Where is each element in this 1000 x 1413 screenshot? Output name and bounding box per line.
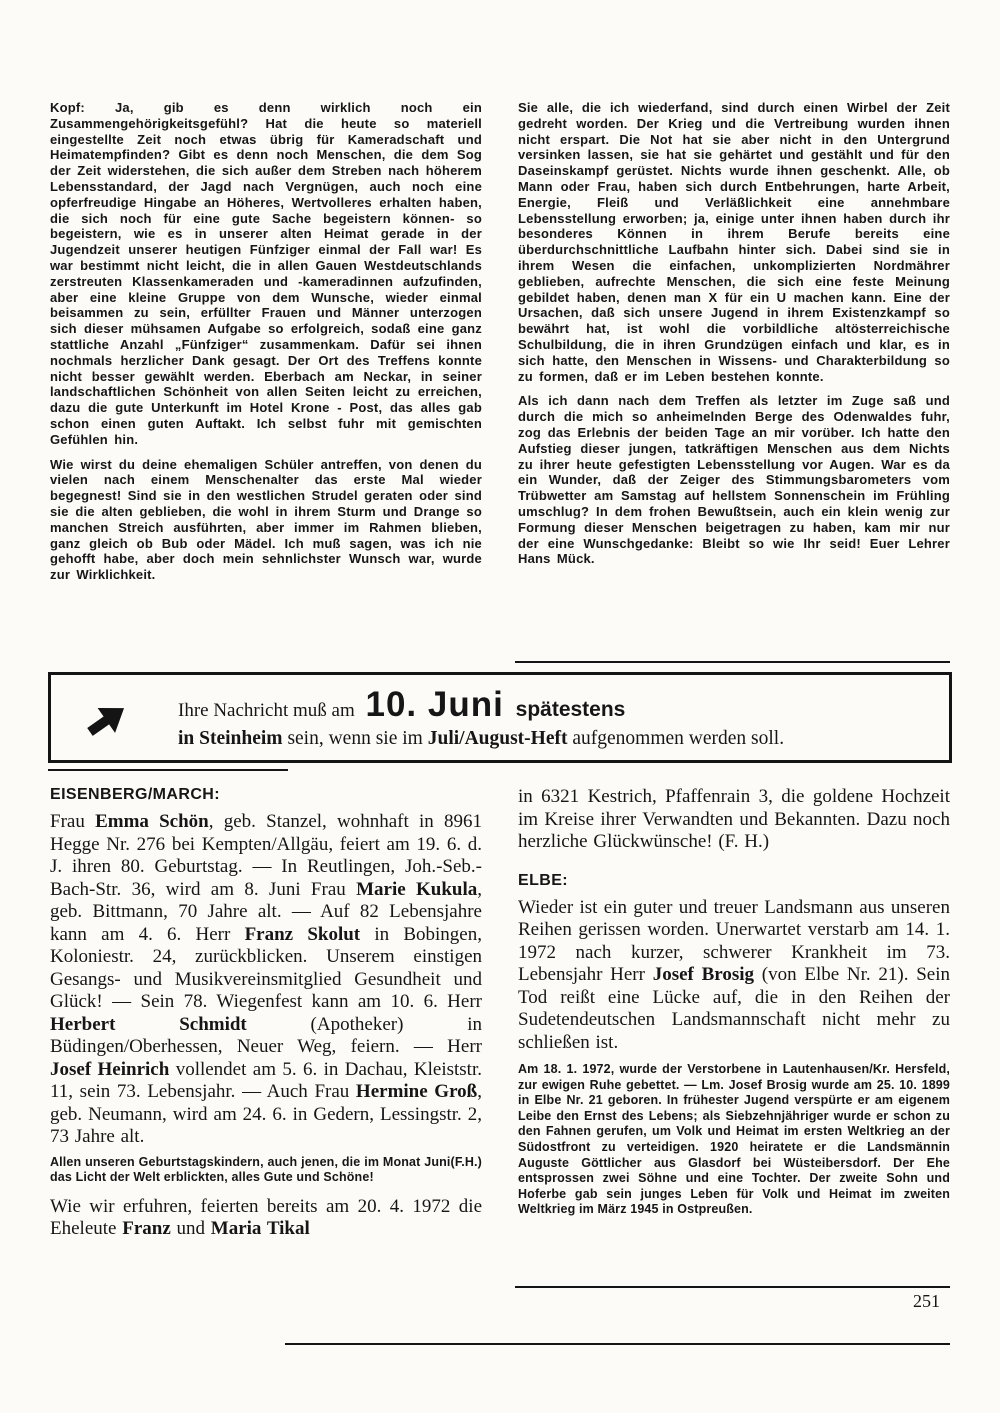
fine-print-signature: (F.H.) — [450, 1154, 482, 1169]
deadline-notice-box — [48, 672, 952, 763]
horizontal-rule — [515, 661, 950, 663]
elbe-fine-print: Am 18. 1. 1972, wurde der Verstorbene in Lautenhausen/Kr. Hersfeld, zur ewigen Ruhe gebettet. — Lm. Josef Brosig wurde am 25. 10. 1899 in Elbe Nr. 21 geboren. In frühester Jugend verspürte er am eigenem Leibe den Ernst des Lebens; als Siebzehnjähriger wurde er schon zu den Fahnen gerufen, um Volk und Heimat im ersten Weltkrieg an der Südostfront zu verteidigen. 1920 heiratete er die Landsmännin Auguste Göttlicher aus Glasdorf bei Wüsteibersdorf. Der Ehe entsprossen zwei Söhne und eine Tochter. Der zweite Sohn und Hoferbe gab sein junges Leben für Volk und Heimat im zweiten Weltkrieg im März 1945 in Ostpreußen. — [518, 1062, 950, 1217]
article-left-column — [50, 100, 482, 583]
deadline-line2: in Steinheim sein, wenn sie im Juli/August-Heft aufgenommen werden soll. — [178, 728, 785, 749]
deadline-line1-pre: Ihre Nachricht muß am — [178, 700, 360, 721]
elbe-paragraph: Wieder ist ein guter und treuer Landsmann aus unseren Reihen gerissen worden. Unerwartet verstarb am 14. 1. 1972 nach kurzer, schwerer Krankheit im 73. Lebensjahr Herr Josef Brosig (von Elbe Nr. 21). Sein Tod reißt eine Lücke auf, die in den Reihen der Sudetendeutschen Landsmannschaft nicht mehr zu schließen ist. — [518, 896, 950, 1053]
sections-right-column — [518, 786, 950, 1241]
section-heading-eisenberg: EISENBERG/MARCH: — [50, 786, 220, 803]
section-heading-elbe: ELBE: — [518, 871, 568, 889]
eisenberg-paragraph: Frau Emma Schön, geb. Stanzel, wohnhaft in 8961 Hegge Nr. 276 bei Kempten/Allgäu, feiert am 19. 6. d. J. ihren 80. Geburtstag. — In Reutlingen, Joh.-Seb.-Bach-Str. 36, wird am 8. Juni Frau Marie Kukula, geb. Bittmann, 70 Jahre alt. — Auf 82 Lebensjahre kann am 4. 6. Herr Franz Skolut in Bobingen, Koloniestr. 24, zurückblicken. Unserem einstigen Gesangs- und Musikvereinsmitglied Gesundheit und Glück! — Sein 78. Wiegenfest kann am 10. 6. Herr Herbert Schmidt (Apotheker) in Büdingen/Oberhessen, Neuer Weg, feiern. — Herr Josef Heinrich vollendet am 5. 6. in Dachau, Kleiststr. 11, sein 73. Lebensjahr. — Auch Frau Hermine Groß, geb. Neumann, wird am 24. 6. in Gedern, Lessingstr. 2, 73 Jahre alt. — [50, 811, 483, 1147]
horizontal-rule — [48, 769, 288, 771]
paragraph: Kopf: Ja, gib es denn wirklich noch ein Zusammengehörigkeitsgefühl? Hat die heute so materiell eingestellte Zeit noch etwas übrig für Kameradschaft und Heimatempfinden? Gibt es denn noch Menschen, die dem Sog der Zeit widerstehen, die sich außer dem Streben nach höherem Lebensstandard, der Jagd nach Vergnügen, auch noch eine opferfreudige Hingabe an Höheres, Wertvolleres erhalten haben, die sich noch für eine gute Sache begeistern können- so begeistern, wie es in unserer alten Heimat gerade in der Jugendzeit unserer heutigen Fünfziger einmal der Fall war! Es war bestimmt nicht leicht, die in allen Gauen Westdeutschlands zerstreuten Klassenkameraden und -kameradinnen aufzufinden, aber eine kleine Gruppe von dem Wunsche, wieder einmal beisammen zu sein, erfüllter Frauen und Männer unterzogen sich dieser mühsamen Aufgabe so erfolgreich, sodaß eine ganz stattliche Anzahl „Fünfziger“ zusammenkam. Dafür sei ihnen nochmals herzlicher Dank gesagt. Der Ort des Treffens konnte nicht besser gewählt werden. Eberbach am Neckar, in seiner landschaftlichen Schönheit von allen Seiten leicht zu erreichen, dazu die gute Unterkunft im Hotel Krone - Post, das alles gab schon einen guten Auftakt. Ich selbst fuhr mit gemischten Gefühlen hin. — [50, 100, 482, 447]
deadline-line1-post: spätestens — [509, 698, 626, 721]
sections-bottom — [50, 786, 950, 1241]
kestrich-paragraph: in 6321 Kestrich, Pfaffenrain 3, die goldene Hochzeit im Kreise ihrer Verwandten und Bekannten. Dazu noch herzliche Glückwünsche! (F. H.) — [518, 786, 950, 852]
eisenberg-fine-print — [50, 1155, 482, 1186]
paragraph: Als ich dann nach dem Treffen als letzter im Zuge saß und durch die mich so anheimelnden Berge des Odenwaldes fuhr, zog das Erlebnis der beiden Tage an mir vorüber. Ich hatte den Aufstieg dieser jungen, tatkräftigen Menschen aus dem Nichts zu ihrer heute gefestigten Lebensstellung vor Augen. War es da ein Wunder, daß der Zeiger des Stimmungsbarometers vom Trübwetter am Samstag auf hellstem Sonnenschein im Frühling umschlug? In dem frohen Bewußtsein, auch ein klein wenig zur Formung dieser Menschen beigetragen zu haben, kam mir nur der eine Wunschgedanke: Bleibt so wie Ihr seid! Euer Lehrer Hans Mück. — [518, 393, 950, 567]
deadline-arrow-icon — [83, 691, 131, 749]
deadline-date: 10. Juni — [365, 685, 504, 724]
article-right-column — [518, 100, 950, 583]
sections-left-column — [50, 786, 482, 1241]
paragraph: Sie alle, die ich wiederfand, sind durch einen Wirbel der Zeit gedreht worden. Der Krieg und die Vertreibung wurden ihnen nicht erspart. Die Not hat sie aber nicht in den Untergrund versinken lassen, sie hat sie gehärtet und gestählt und für den Daseinskampf gerüstet. Nichts wurde ihnen geschenkt. Alle, ob Mann oder Frau, haben sich durch Entbehrungen, harte Arbeit, Energie, Fleiß und Verläßlichkeit eine annehmbare Lebensstellung erworben; ja, einige unter ihnen haben durch ihr besonderes Können in ihrem Berufe bereits eine überdurchschnittliche Laufbahn hinter sich. Dabei sind sie in ihrem Wesen die einfachen, unkomplizierten Nordmährer geblieben, aufrechte Menschen, die sich eine feste Meinung gebildet haben, denen man X für ein U machen kann. Eine der Ursachen, daß sich unsere Jugend in ihrem Existenzkampf so bewährt hat, ist wohl die vorbildliche altösterreichische Schulbildung, die in ihren Grundzügen einfach und klar, es in sich hatte, den Menschen in Wissens- und Charakterbildung so zu formen, daß er im Leben bestehen konnte. — [518, 100, 950, 384]
horizontal-rule — [515, 1286, 950, 1288]
fine-print-text: Allen unseren Geburtstagskindern, auch jenen, die im Monat Juni das Licht der Welt erblickten, alles Gute und Schöne! — [50, 1154, 451, 1185]
paragraph: Wie wirst du deine ehemaligen Schüler antreffen, von denen du vielen nach einem Menschenalter das erste Mal wieder begegnest! Sind sie in den westlichen Strudel geraten oder sind sie die alten geblieben, die wohl in ihrem Sturm und Drange so manchen Streich ausführten, aber immer im Rahmen blieben, ganz gleich ob Bub oder Mädel. Ich muß sagen, was ich nie gehofft habe, aber doch mein sehnlichster Wunsch war, wurde zur Wirklichkeit. — [50, 456, 482, 583]
tikal-paragraph: Wie wir erfuhren, feierten bereits am 20. 4. 1972 die Eheleute Franz und Maria Tikal — [50, 1195, 482, 1240]
page-number: 251 — [913, 1291, 940, 1311]
article-top — [50, 100, 950, 583]
deadline-text — [178, 685, 784, 750]
horizontal-rule — [285, 1343, 950, 1345]
deadline-line1 — [178, 685, 784, 725]
